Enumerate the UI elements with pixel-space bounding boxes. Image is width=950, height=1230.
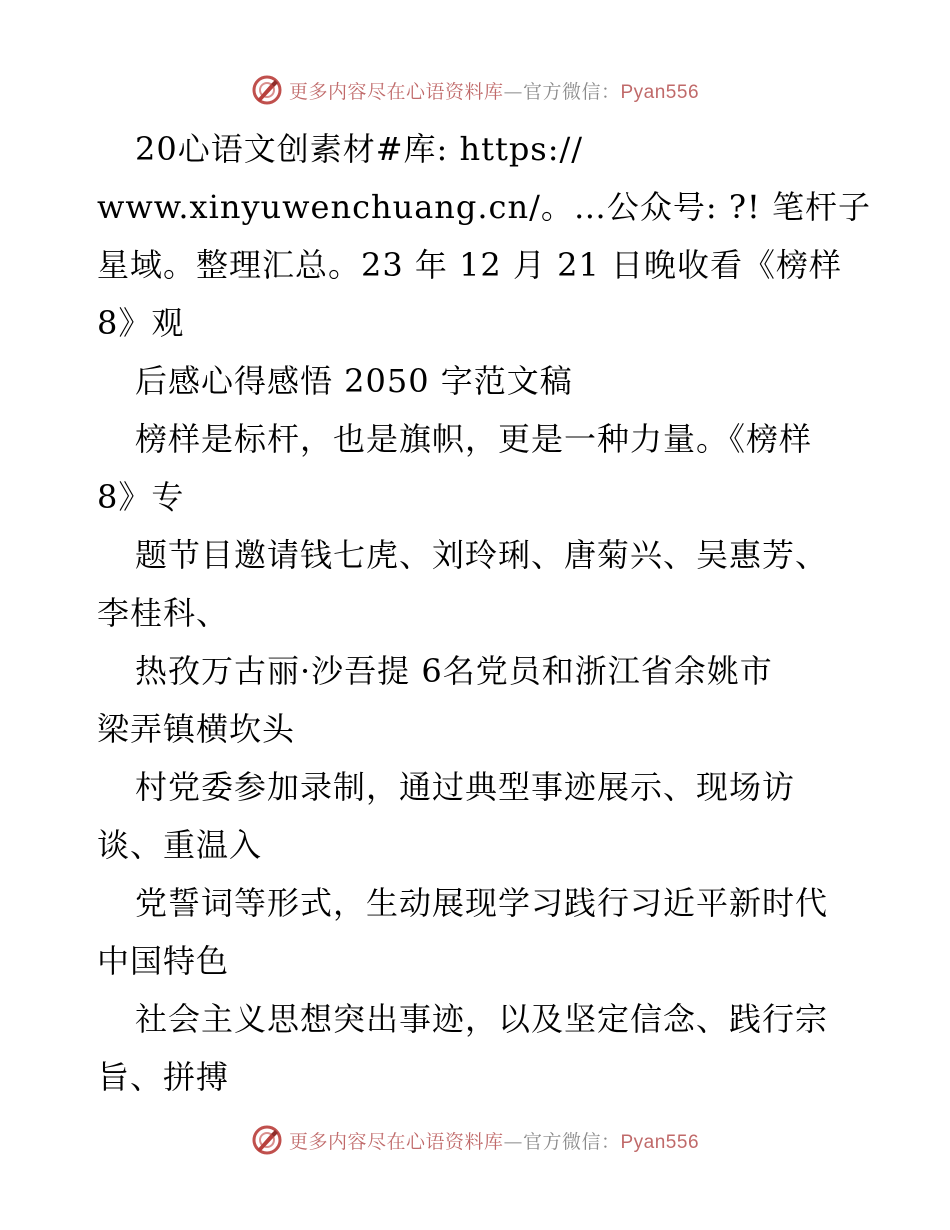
footer-brand-text: 更多内容尽在心语资料库 <box>288 1130 504 1153</box>
body-line: 社会主义思想突出事迹，以及坚定信念、践行宗 <box>135 1000 829 1038</box>
body-line: 热孜万古丽·沙吾提 6名党员和浙江省余姚市 <box>135 652 773 690</box>
body-line: 李桂科、 <box>97 594 230 632</box>
red-circle-pen-icon <box>251 74 283 106</box>
body-line: 8》观 <box>97 304 185 342</box>
body-line: 中国特色 <box>97 942 230 980</box>
header-banner-text <box>289 77 699 104</box>
body-line: 村党委参加录制，通过典型事迹展示、现场访 <box>135 768 796 806</box>
header-brand-text: 更多内容尽在心语资料库 <box>288 80 504 103</box>
body-line: 20心语文创素材#库: https:// <box>135 130 584 168</box>
body-line: 党誓词等形式，生动展现学习践行习近平新时代 <box>135 884 829 922</box>
header-wechat-label: 官方微信： <box>522 80 621 103</box>
header-wechat-handle: Pyan556 <box>620 81 700 103</box>
body-line: 题节目邀请钱七虎、刘玲琍、唐菊兴、吴惠芳、 <box>135 536 829 574</box>
footer-banner-text <box>289 1127 699 1154</box>
footer-dash: — <box>503 1130 523 1153</box>
body-line: 后感心得感悟 2050 字范文稿 <box>135 362 573 400</box>
body-line: www.xinyuwenchuang.cn/。…公众号: ?! 笔杆子 <box>97 188 872 226</box>
body-line: 星域。整理汇总。23 年 12 月 21 日晚收看《榜样 <box>97 246 843 284</box>
document-body <box>97 120 872 1106</box>
header-banner <box>0 70 950 110</box>
header-dash: — <box>503 80 523 103</box>
red-circle-pen-icon <box>251 1124 283 1156</box>
body-line: 榜样是标杆，也是旗帜，更是一种力量。《榜样 <box>135 420 813 458</box>
body-line: 谈、重温入 <box>97 826 263 864</box>
body-line: 8》专 <box>97 478 185 516</box>
body-line: 旨、拼搏 <box>97 1058 230 1096</box>
body-line: 梁弄镇横坎头 <box>97 710 296 748</box>
footer-wechat-handle: Pyan556 <box>620 1131 700 1153</box>
footer-banner <box>0 1120 950 1160</box>
footer-wechat-label: 官方微信： <box>522 1130 621 1153</box>
